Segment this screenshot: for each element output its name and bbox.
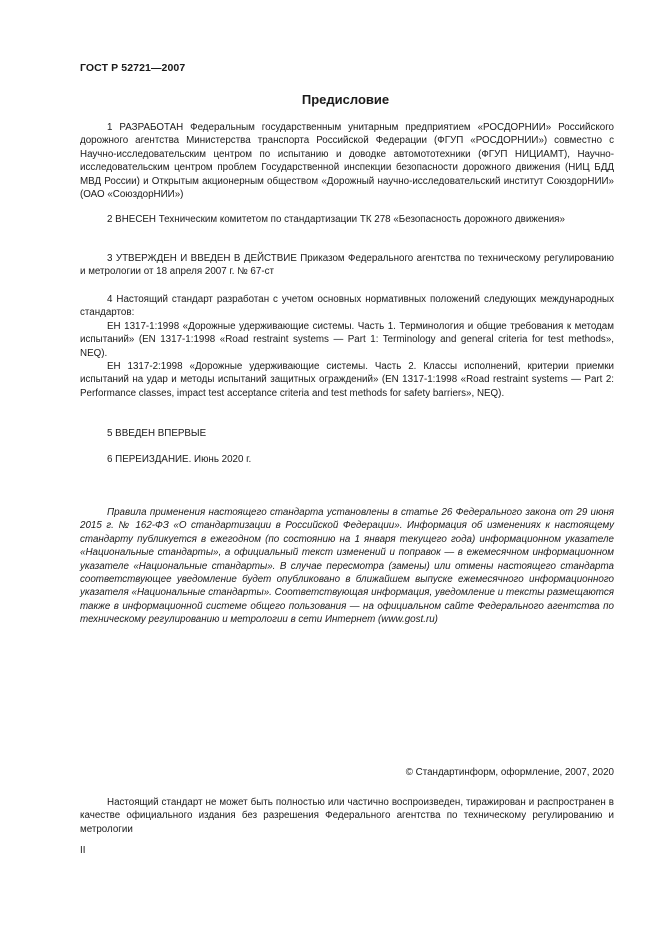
page-number: II	[80, 845, 86, 856]
foreword-item-6	[80, 453, 614, 466]
item-text: 2 ВНЕСЕН Техническим комитетом по стандартизации ТК 278 «Безопасность дорожного движения»	[107, 214, 565, 225]
foreword-item-2	[80, 213, 614, 226]
reproduction-notice-text: Настоящий стандарт не может быть полностью или частично воспроизведен, тиражирован и распространен в качестве официального издания без разрешения Федерального агентства по техническому регулированию и метрологии	[80, 797, 614, 835]
item-text: 5 ВВЕДЕН ВПЕРВЫЕ	[107, 428, 207, 439]
copyright-line: © Стандартинформ, оформление, 2007, 2020	[405, 767, 614, 778]
rules-notice-text: Правила применения настоящего стандарта установлены в статье 26 Федерального закона от 29 июня 2015 г. № 162-ФЗ «О стандартизации в Российской Федерации». Информация об изменениях к настоящему стандарту публикуется в ежегодном (по состоянию на 1 января текущего года) информационном указателе «Национальные стандарты», а официальный текст изменений и поправок — в ежемесячном информационном указателе «Национальные стандарты». В случае пересмотра (замены) или отмены настоящего стандарта соответствующее уведомление будет опубликовано в ближайшем выпуске ежемесячного информационного указателя «Национальные стандарты». Соответствующая информация, уведомление и тексты размещаются также в информационной системе общего пользования — на официальном сайте Федерального агентства по техническому регулированию и метрологии в сети Интернет (www.gost.ru)	[80, 507, 614, 626]
item-subtext: ЕН 1317-2:1998 «Дорожные удерживающие системы. Часть 2. Классы исполнений, критерии приемки испытаний на удар и методы испытаний защитных ограждений» (EN 1317-1:1998 «Road restraint systems — Part 2: Performance classes, impact test acceptance criteria and test methods for safety barriers», NEQ).	[80, 361, 614, 399]
item-text: 4 Настоящий стандарт разработан с учетом основных нормативных положений следующих международных стандартов:	[80, 294, 614, 319]
rules-notice	[80, 506, 614, 627]
item-text: 3 УТВЕРЖДЕН И ВВЕДЕН В ДЕЙСТВИЕ Приказом Федерального агентства по техническому регулированию и метрологии от 18 апреля 2007 г. № 67-ст	[80, 253, 614, 278]
page-title: Предисловие	[301, 92, 390, 107]
foreword-item-4	[80, 293, 614, 400]
item-subtext: ЕН 1317-1:1998 «Дорожные удерживающие системы. Часть 1. Терминология и общие требования к методам испытаний» (EN 1317-1:1998 «Road restraint systems — Part 1: Terminology and general criteria for test methods», NEQ).	[80, 320, 614, 359]
item-text: 6 ПЕРЕИЗДАНИЕ. Июнь 2020 г.	[107, 454, 252, 465]
foreword-item-1	[80, 121, 614, 201]
reproduction-notice	[80, 796, 614, 836]
item-text: 1 РАЗРАБОТАН Федеральным государственным унитарным предприятием «РОСДОРНИИ» Российского дорожного агентства Министерства транспорта Российской Федерации (ФГУП «РОСДОРНИИ») совместно с Научно-исследовательским центром по испытанию и доводке автомототехники (ФГУП НИЦИАМТ), Научно-исследовательским центром проблем Государственной инспекции безопасности дорожного движения (НИЦ БДД МВД России) и Открытым акционерным обществом «Дорожный научно-исследовательский институт СоюздорНИИ» (ОАО «СоюздорНИИ»)	[80, 122, 614, 201]
foreword-item-5	[80, 427, 614, 440]
document-header: ГОСТ Р 52721—2007	[80, 62, 186, 74]
foreword-item-3	[80, 252, 614, 279]
